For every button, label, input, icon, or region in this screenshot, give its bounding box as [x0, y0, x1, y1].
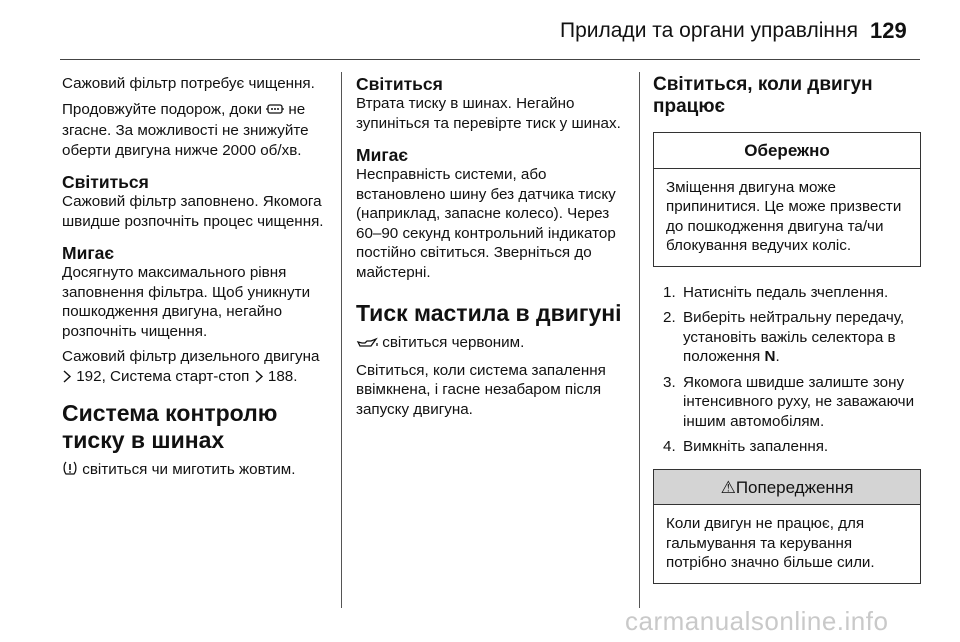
list-item: 4. Вимкніть запалення. [663, 438, 829, 455]
subheading: Мигає [62, 243, 115, 263]
text: світиться чи миготить жовтим. [82, 461, 296, 478]
caution-text: Зміщення двигуна може припинитися. Це може призвести до пошкодження двигуна та/чи блокування ведучих коліс. [666, 178, 902, 254]
watermark: carmanualsonline.info [625, 606, 889, 636]
warning-text: Коли двигун не працює, для гальмування та керування потрібно значно більше сили. [666, 515, 875, 571]
column-1 [62, 74, 330, 488]
subsection-heading: Світиться, коли двигун працює [653, 74, 873, 117]
list-item: 2. Виберіть нейтральну передачу, установіть важіль селектора в положення N. [663, 309, 905, 365]
column-2 [356, 74, 628, 425]
list-item: 1. Натисніть педаль зчеплення. [663, 283, 889, 301]
text: не згасне. За можливості не знижуйте оберти двигуна нижче 2000 об/хв. [62, 100, 309, 159]
header-divider [60, 59, 920, 60]
column-divider-1 [341, 72, 342, 608]
list-item: 3. Якомога швидше залиште зону інтенсивного руху, не заважаючи іншим автомобілям. [663, 373, 915, 430]
caution-title: Обережно [654, 133, 920, 169]
page-number: 129 [870, 18, 907, 43]
paragraph [356, 333, 628, 355]
warning-title: ⚠Попередження [654, 470, 920, 506]
paragraph: Втрата тиску в шинах. Негайно зупиніться та перевірте тиск у шинах. [356, 95, 621, 132]
paragraph: Світиться, коли система запалення ввімкнена, і гасне незабаром після запуску двигуна. [356, 361, 606, 418]
oil-can-icon [356, 335, 378, 355]
text: , Система старт-стоп [101, 367, 250, 385]
paragraph [62, 100, 330, 161]
caution-box [653, 132, 921, 267]
text: світиться червоним. [382, 334, 525, 351]
paragraph: Несправність системи, або встановлено шину без датчика тиску (наприклад, запасне колесо). Через 60–90 секунд контрольний індикатор постійно світиться. Зверніться до майстерні. [356, 166, 616, 281]
paragraph [62, 347, 330, 388]
section-heading: Система контролю тиску в шинах [62, 400, 278, 453]
text: Продовжуйте подорож, доки [62, 100, 262, 118]
text: Сажовий фільтр дизельного двигуна [62, 348, 320, 365]
text: . [293, 367, 298, 385]
dpf-warning-icon [266, 102, 284, 122]
subheading: Мигає [356, 145, 409, 165]
subheading: Світиться [62, 172, 149, 192]
warning-box [653, 469, 921, 584]
paragraph [62, 460, 330, 482]
page-header-title: Прилади та органи управління [560, 19, 858, 42]
column-3 [653, 74, 921, 594]
subheading: Світиться [356, 74, 443, 94]
page-reference[interactable]: 188 [267, 367, 294, 385]
section-heading: Тиск мастила в двигуні [356, 300, 622, 326]
page-reference[interactable]: 192 [76, 367, 102, 385]
steps-list [653, 283, 921, 457]
page-reference-arrow-icon [254, 369, 264, 389]
paragraph: Сажовий фільтр заповнено. Якомога швидше розпочніть процес чищення. [62, 193, 324, 230]
paragraph: Досягнуто максимального рівня заповнення фільтра. Щоб уникнути пошкодження двигуна, негайно розпочніть чищення. [62, 264, 311, 340]
page-reference-arrow-icon [62, 369, 72, 389]
paragraph: Сажовий фільтр потребує чищення. [62, 75, 315, 92]
tire-pressure-icon [62, 460, 78, 482]
column-divider-2 [639, 72, 640, 608]
warning-triangle-icon: ⚠ [720, 477, 736, 497]
